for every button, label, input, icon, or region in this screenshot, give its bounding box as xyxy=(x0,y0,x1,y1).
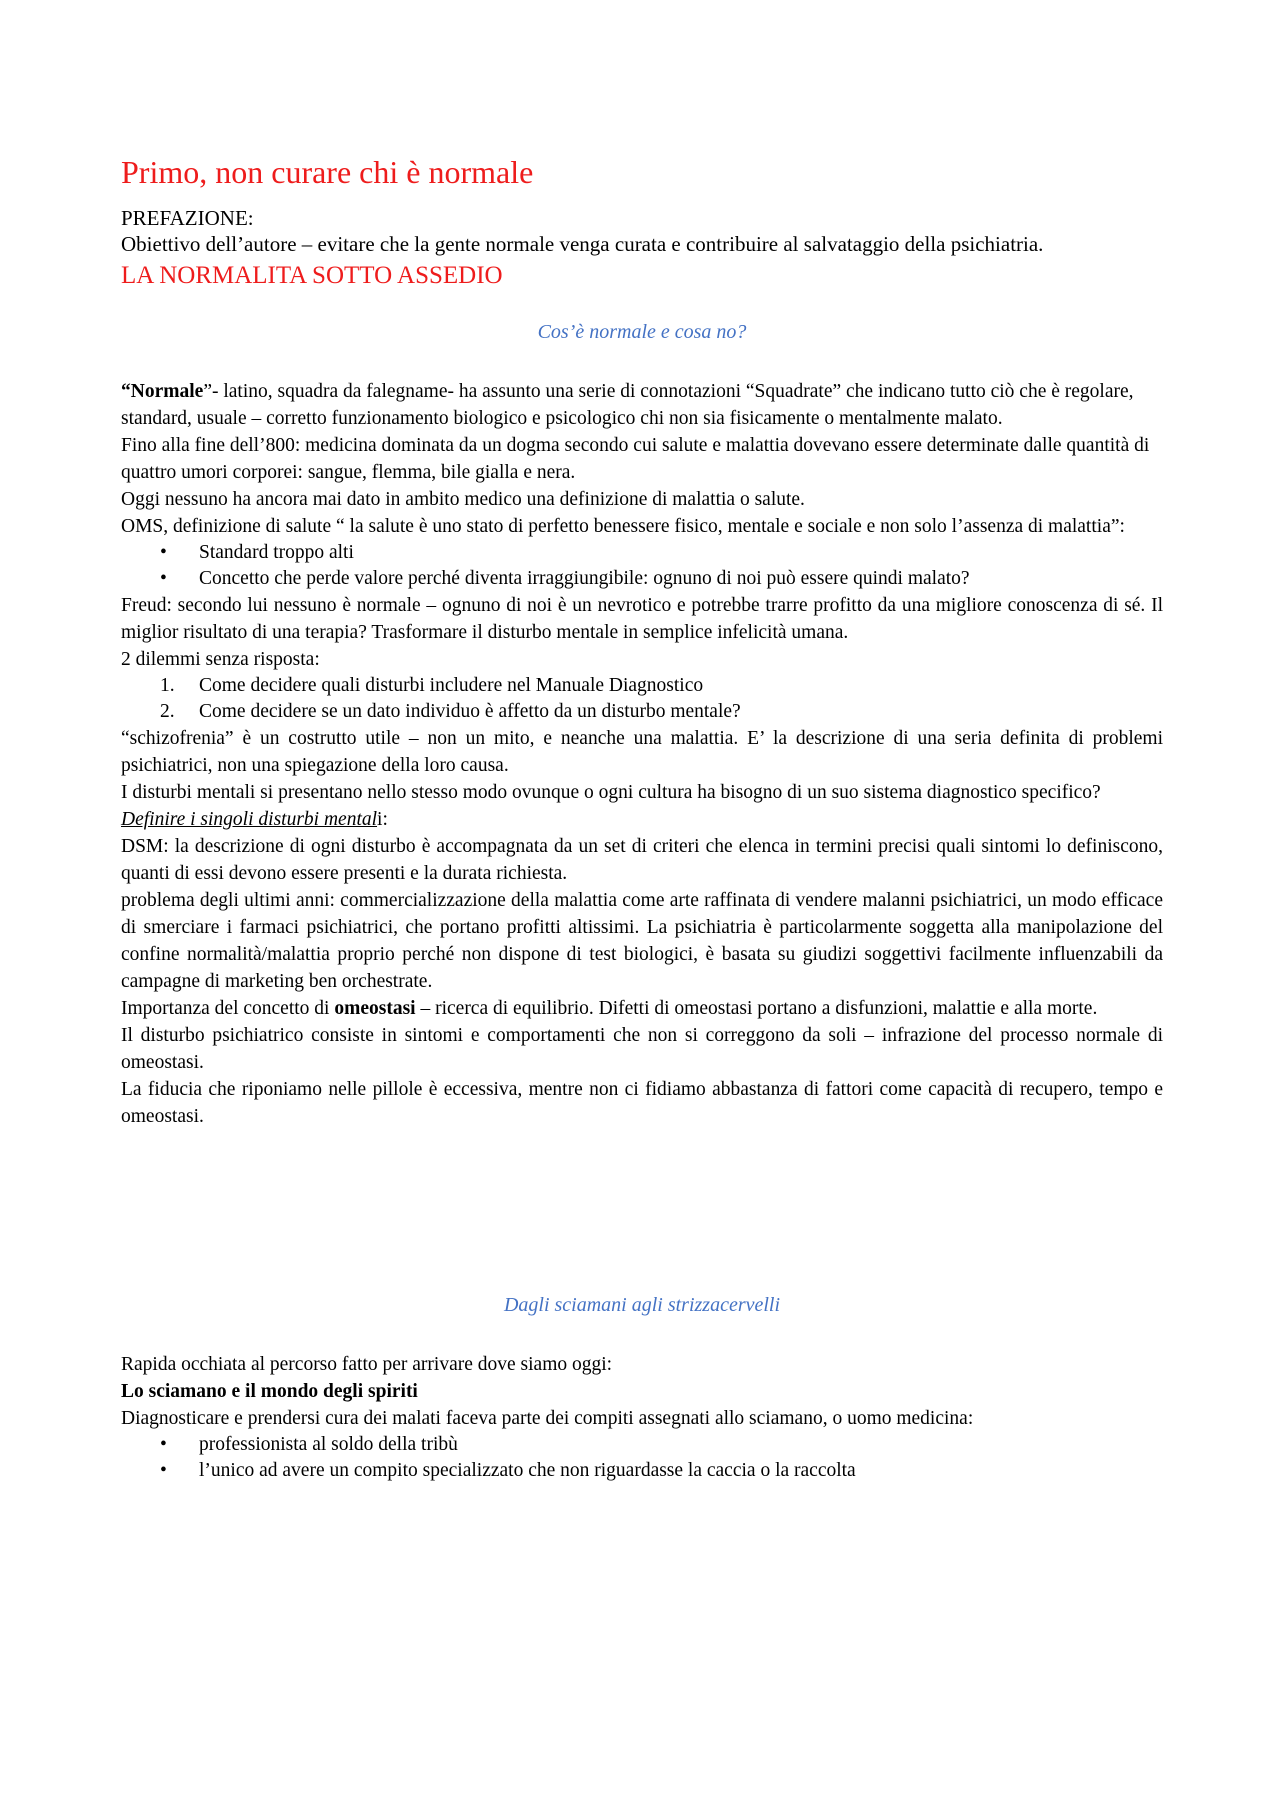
list-item: • professionista al soldo della tribù xyxy=(160,1434,458,1455)
subheading-sciamani: Dagli sciamani agli strizzacervelli xyxy=(503,1294,781,1316)
list-item: • Standard troppo alti xyxy=(160,542,354,563)
bullet-list-oms xyxy=(121,540,1163,592)
paragraph-oms: OMS, definizione di salute “ la salute è uno stato di perfetto benessere fisico, mentale e sociale e non solo l’assenza di malattia”: xyxy=(121,516,1125,537)
heading-sciamano: Lo sciamano e il mondo degli spiriti xyxy=(121,1381,418,1402)
paragraph-omeostasi: Importanza del concetto di omeostasi – ricerca di equilibrio. Difetti di omeostasi portano a disfunzioni, malattie e alla morte. xyxy=(121,998,1098,1019)
paragraph-disturbo: Il disturbo psichiatrico consiste in sintomi e comportamenti che non si correggono da soli – infrazione del processo normale di omeostasi. xyxy=(121,1025,1163,1073)
section-heading-normalita: LA NORMALITA SOTTO ASSEDIO xyxy=(121,262,503,289)
list-item: • l’unico ad avere un compito specializzato che non riguardasse la caccia o la raccolta xyxy=(160,1460,856,1481)
paragraph-definire: Definire i singoli disturbi mentali: xyxy=(121,809,388,830)
paragraph-definizione: Oggi nessuno ha ancora mai dato in ambito medico una definizione di malattia o salute. xyxy=(121,489,805,510)
paragraph-sciamano: Diagnosticare e prendersi cura dei malati faceva parte dei compiti assegnati allo sciamano, o uomo medicina: xyxy=(121,1408,974,1429)
underlined-heading: Definire i singoli disturbi mental xyxy=(121,809,378,830)
paragraph-schizofrenia: “schizofrenia” è un costrutto utile – non un mito, e neanche una malattia. E’ la descrizione di una seria definita di problemi psichiatrici, non una spiegazione della loro causa. xyxy=(121,728,1163,776)
term-normale: “Normale xyxy=(121,381,204,402)
preface-label: PREFAZIONE: xyxy=(121,206,254,230)
paragraph-freud: Freud: secondo lui nessuno è normale – ognuno di noi è un nevrotico e potrebbe trarre profitto da una migliore conoscenza di sé. Il miglior risultato di una terapia? Trasformare il disturbo mentale in semplice infelicità umana. xyxy=(121,595,1163,643)
list-item: • Concetto che perde valore perché diventa irraggiungibile: ognuno di noi può essere quindi malato? xyxy=(160,568,970,589)
paragraph-cultura: I disturbi mentali si presentano nello stesso modo ovunque o ogni cultura ha bisogno di un suo sistema diagnostico specifico? xyxy=(121,782,1101,803)
document-title: Primo, non curare chi è normale xyxy=(121,154,534,190)
term-omeostasi: omeostasi xyxy=(334,998,416,1019)
list-item: 2. Come decidere se un dato individuo è affetto da un disturbo mentale? xyxy=(160,701,741,722)
paragraph-dilemmi: 2 dilemmi senza risposta: xyxy=(121,649,320,670)
subheading-normale: Cos’è normale e cosa no? xyxy=(537,321,747,343)
paragraph-percorso: Rapida occhiata al percorso fatto per arrivare dove siamo oggi: xyxy=(121,1354,613,1375)
document-content xyxy=(121,152,1163,1484)
section1-body xyxy=(121,378,1163,1130)
paragraph-normale: “Normale”- latino, squadra da falegname- ha assunto una serie di connotazioni “Squadrate” che indicano tutto ciò che è regolare, standard, usuale – corretto funzionamento biologico e psicologico chi non sia fisicamente o mentalmente malato. xyxy=(121,381,1134,429)
list-item: 1. Come decidere quali disturbi includere nel Manuale Diagnostico xyxy=(160,675,704,696)
preface-body: Obiettivo dell’autore – evitare che la gente normale venga curata e contribuire al salvataggio della psichiatria. xyxy=(121,232,1044,256)
paragraph-dsm: DSM: la descrizione di ogni disturbo è accompagnata da un set di criteri che elenca in termini precisi quali sintomi lo definiscono, quanti di essi devono essere presenti e la durata richiesta. xyxy=(121,836,1163,884)
bullet-list-sciamano xyxy=(121,1432,1163,1484)
paragraph-umori: Fino alla fine dell’800: medicina dominata da un dogma secondo cui salute e malattia dovevano essere determinate dalle quantità di quattro umori corporei: sangue, flemma, bile gialla e nera. xyxy=(121,435,1150,483)
numbered-list-dilemmi xyxy=(121,673,1163,725)
paragraph-fiducia: La fiducia che riponiamo nelle pillole è eccessiva, mentre non ci fidiamo abbastanza di fattori come capacità di recupero, tempo e omeostasi. xyxy=(121,1079,1163,1127)
section2-body xyxy=(121,1351,1163,1484)
paragraph-commercializzazione: problema degli ultimi anni: commercializzazione della malattia come arte raffinata di vendere malanni psichiatrici, un modo efficace di smerciare i farmaci psichiatrici, che portano profitti altissimi. La psichiatria è particolarmente soggetta alla manipolazione del confine normalità/malattia proprio perché non dispone di test biologici, è basata su giudizi soggettivi facilmente influenzabili da campagne di marketing ben orchestrate. xyxy=(121,890,1163,992)
